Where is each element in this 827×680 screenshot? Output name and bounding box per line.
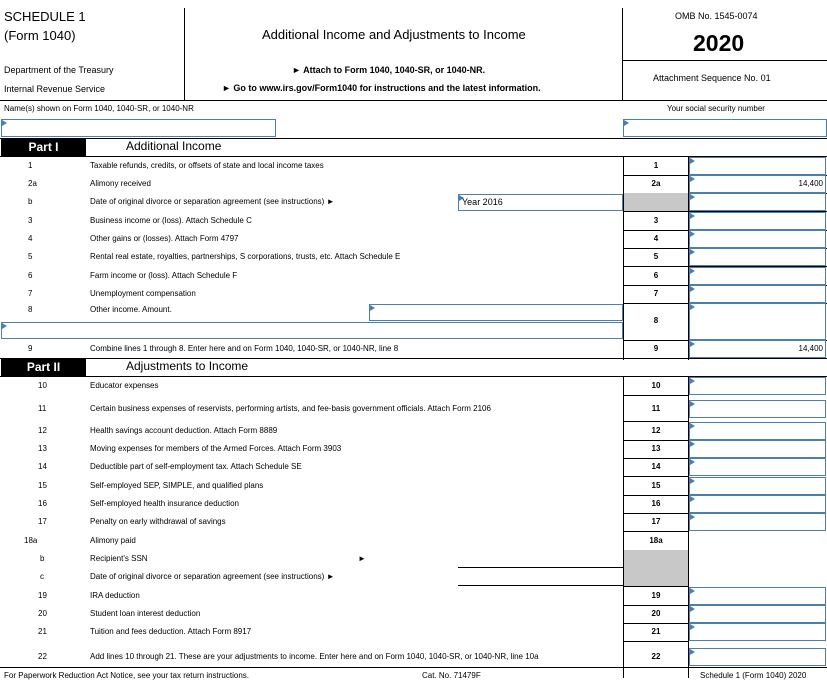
shaded-cell <box>624 193 688 211</box>
amount-input-8[interactable] <box>689 303 826 340</box>
line-description: Self-employed SEP, SIMPLE, and qualified plans <box>90 481 264 490</box>
line-number: 2a <box>28 179 37 188</box>
line-description: Self-employed health insurance deduction <box>90 499 239 508</box>
footer-schedule: Schedule 1 (Form 1040) 2020 <box>700 671 807 680</box>
line-description: Alimony received <box>90 179 151 188</box>
part1-row <box>0 175 827 193</box>
line-description: Tuition and fees deduction. Attach Form 8917 <box>90 627 252 636</box>
line-number: 12 <box>38 426 47 435</box>
schedule-title: SCHEDULE 1 <box>4 9 86 24</box>
part1-row <box>0 230 827 248</box>
amount-input-10[interactable] <box>689 377 826 395</box>
amount-input-1[interactable] <box>689 157 826 175</box>
line-number: 19 <box>38 591 47 600</box>
line-number: 7 <box>28 289 33 298</box>
line-description: Recipient's SSN <box>90 554 148 563</box>
form-title: Additional Income and Adjustments to Income <box>262 27 526 42</box>
omb-number: OMB No. 1545-0074 <box>675 11 758 21</box>
names-label: Name(s) shown on Form 1040, 1040-SR, or 1040-NR <box>4 104 194 113</box>
ssn-label: Your social security number <box>667 104 765 113</box>
amount-input-19[interactable] <box>689 587 826 605</box>
divorce-date-input[interactable] <box>458 194 623 211</box>
line-number: 18a <box>24 536 38 545</box>
amount-input-4[interactable] <box>689 230 826 248</box>
part2-title: Adjustments to Income <box>126 359 249 373</box>
amount-input-9[interactable] <box>689 340 826 358</box>
tax-year: 2020 <box>693 30 745 56</box>
line-number: 13 <box>38 444 47 453</box>
other-income-amount-input[interactable] <box>369 304 623 321</box>
part2-row <box>0 644 827 667</box>
amount-input-2b[interactable] <box>689 193 826 211</box>
line-description: Farm income or (loss). Attach Schedule F <box>90 271 238 280</box>
amount-input-12[interactable] <box>689 422 826 440</box>
line-ref: 8 <box>653 316 659 325</box>
part2-row <box>0 513 827 531</box>
part2-row <box>0 550 827 568</box>
line-ref: 9 <box>653 344 659 353</box>
part1-row <box>0 267 827 285</box>
amount-input-3[interactable] <box>689 212 826 230</box>
amount-input-2a[interactable] <box>689 175 826 193</box>
line-ref: 10 <box>651 381 661 390</box>
line-number: 6 <box>28 271 33 280</box>
line-ref: 19 <box>651 591 661 600</box>
line-description: Combine lines 1 through 8. Enter here and on Form 1040, 1040-SR, or 1040-NR, line 8 <box>90 344 399 353</box>
amount-input-20[interactable] <box>689 605 826 623</box>
amount-input-6[interactable] <box>689 267 826 285</box>
line-ref: 17 <box>651 517 661 526</box>
line-ref: 18a <box>649 536 663 545</box>
amount-input-5[interactable] <box>689 248 826 266</box>
line-ref: 13 <box>651 444 661 453</box>
line-ref: 7 <box>653 289 659 298</box>
attachment-sequence: Attachment Sequence No. 01 <box>653 73 771 83</box>
line-description: Unemployment compensation <box>90 289 196 298</box>
line-number: b <box>28 197 33 206</box>
line-ref: 20 <box>651 609 661 618</box>
line-number: 10 <box>38 381 47 390</box>
department: Department of the Treasury <box>4 65 114 75</box>
part2-row <box>0 605 827 623</box>
line-ref: 6 <box>653 271 659 280</box>
footer-paperwork: For Paperwork Reduction Act Notice, see your tax return instructions. <box>4 671 249 680</box>
line-description: Moving expenses for members of the Armed Forces. Attach Form 3903 <box>90 444 342 453</box>
amount-input-11[interactable] <box>689 400 826 418</box>
recipient-ssn-arrow: ► <box>358 554 366 563</box>
line-ref: 5 <box>653 252 659 261</box>
line-number: 11 <box>38 404 47 413</box>
line-number: 17 <box>38 517 47 526</box>
line-number: 8 <box>28 305 33 314</box>
line-ref: 22 <box>651 652 661 661</box>
line-description: Educator expenses <box>90 381 159 390</box>
amount-value: 14,400 <box>798 179 823 188</box>
line-ref: 1 <box>653 161 659 170</box>
line-description: Date of original divorce or separation agreement (see instructions) ► <box>90 572 335 581</box>
part2-row <box>0 477 827 495</box>
part2-row <box>0 587 827 605</box>
amount-input-16[interactable] <box>689 495 826 513</box>
line-number: 20 <box>38 609 47 618</box>
amount-input-15[interactable] <box>689 477 826 495</box>
name-input[interactable] <box>1 119 276 137</box>
part2-row <box>0 458 827 476</box>
line-description: Health savings account deduction. Attach Form 8889 <box>90 426 278 435</box>
line-description: Taxable refunds, credits, or offsets of state and local income taxes <box>90 161 324 170</box>
line-description: Business income or (loss). Attach Schedule C <box>90 216 252 225</box>
part1-row <box>0 193 827 211</box>
line-number: 21 <box>38 627 47 636</box>
line-ref: 15 <box>651 481 661 490</box>
part2-row <box>0 623 827 641</box>
line-description: Date of original divorce or separation agreement (see instructions) ► <box>90 197 335 206</box>
line-ref: 3 <box>653 216 659 225</box>
line-ref: 14 <box>651 462 661 471</box>
line-number: b <box>40 554 45 563</box>
part2-row <box>0 440 827 458</box>
line-ref: 12 <box>651 426 661 435</box>
part1-row <box>0 212 827 230</box>
line-number: 1 <box>28 161 33 170</box>
amount-input-13[interactable] <box>689 440 826 458</box>
part1-row <box>0 157 827 175</box>
irs-label: Internal Revenue Service <box>4 84 106 94</box>
line-number: 4 <box>28 234 33 243</box>
part1-badge: Part I <box>1 139 86 156</box>
goto-instruction: ► Go to www.irs.gov/Form1040 for instructions and the latest information. <box>222 83 541 93</box>
part2-row <box>0 422 827 440</box>
line-description: Deductible part of self-employment tax. Attach Schedule SE <box>90 462 302 471</box>
line-description: Penalty on early withdrawal of savings <box>90 517 226 526</box>
part1-row <box>0 340 827 358</box>
line-number: 5 <box>28 252 33 261</box>
line-number: c <box>40 572 44 581</box>
line-number: 3 <box>28 216 33 225</box>
part2-row <box>0 495 827 513</box>
line-number: 9 <box>28 344 33 353</box>
line-description: Other gains or (losses). Attach Form 4797 <box>90 234 239 243</box>
line-ref: 16 <box>651 499 661 508</box>
line-number: 14 <box>38 462 47 471</box>
part2-row <box>0 377 827 395</box>
amount-input-22[interactable] <box>689 648 826 666</box>
footer-cat: Cat. No. 71479F <box>422 671 481 680</box>
shaded-cell <box>624 550 688 568</box>
other-income-description-input[interactable] <box>1 322 623 339</box>
ssn-input[interactable] <box>623 119 827 137</box>
line-ref: 4 <box>653 234 659 243</box>
amount-input-17[interactable] <box>689 513 826 531</box>
line-ref: 2a <box>651 179 661 188</box>
part2-row <box>0 568 827 586</box>
shaded-cell <box>624 568 688 586</box>
part2-row <box>0 396 827 421</box>
part2-row <box>0 532 827 550</box>
line-number: 22 <box>38 652 47 661</box>
amount-input-7[interactable] <box>689 285 826 303</box>
line-description: Certain business expenses of reservists, performing artists, and fee-basis government officials. Attach Form 2106 <box>90 404 491 413</box>
part1-row <box>0 285 827 303</box>
line-description: Rental real estate, royalties, partnerships, S corporations, trusts, etc. Attach Schedule E <box>90 252 401 261</box>
part1-title: Additional Income <box>126 139 222 153</box>
amount-value: 14,400 <box>798 344 823 353</box>
form-name: (Form 1040) <box>4 28 76 43</box>
line-description: Add lines 10 through 21. These are your adjustments to income. Enter here and on Form 1040, 1040-SR, or 1040-NR, line 10a <box>90 652 539 661</box>
line-description: Other income. Amount. <box>90 305 172 314</box>
line-number: 16 <box>38 499 47 508</box>
amount-input-21[interactable] <box>689 623 826 641</box>
attach-instruction: ► Attach to Form 1040, 1040-SR, or 1040-NR. <box>292 65 486 75</box>
divorce-date-value: Year 2016 <box>462 197 503 207</box>
part1-row <box>0 248 827 266</box>
line-ref: 21 <box>651 627 661 636</box>
line-description: Student loan interest deduction <box>90 609 201 618</box>
line-ref: 11 <box>651 404 661 413</box>
line-description: IRA deduction <box>90 591 140 600</box>
line-description: Alimony paid <box>90 536 136 545</box>
line-number: 15 <box>38 481 47 490</box>
amount-input-14[interactable] <box>689 458 826 476</box>
part2-badge: Part II <box>1 359 86 376</box>
